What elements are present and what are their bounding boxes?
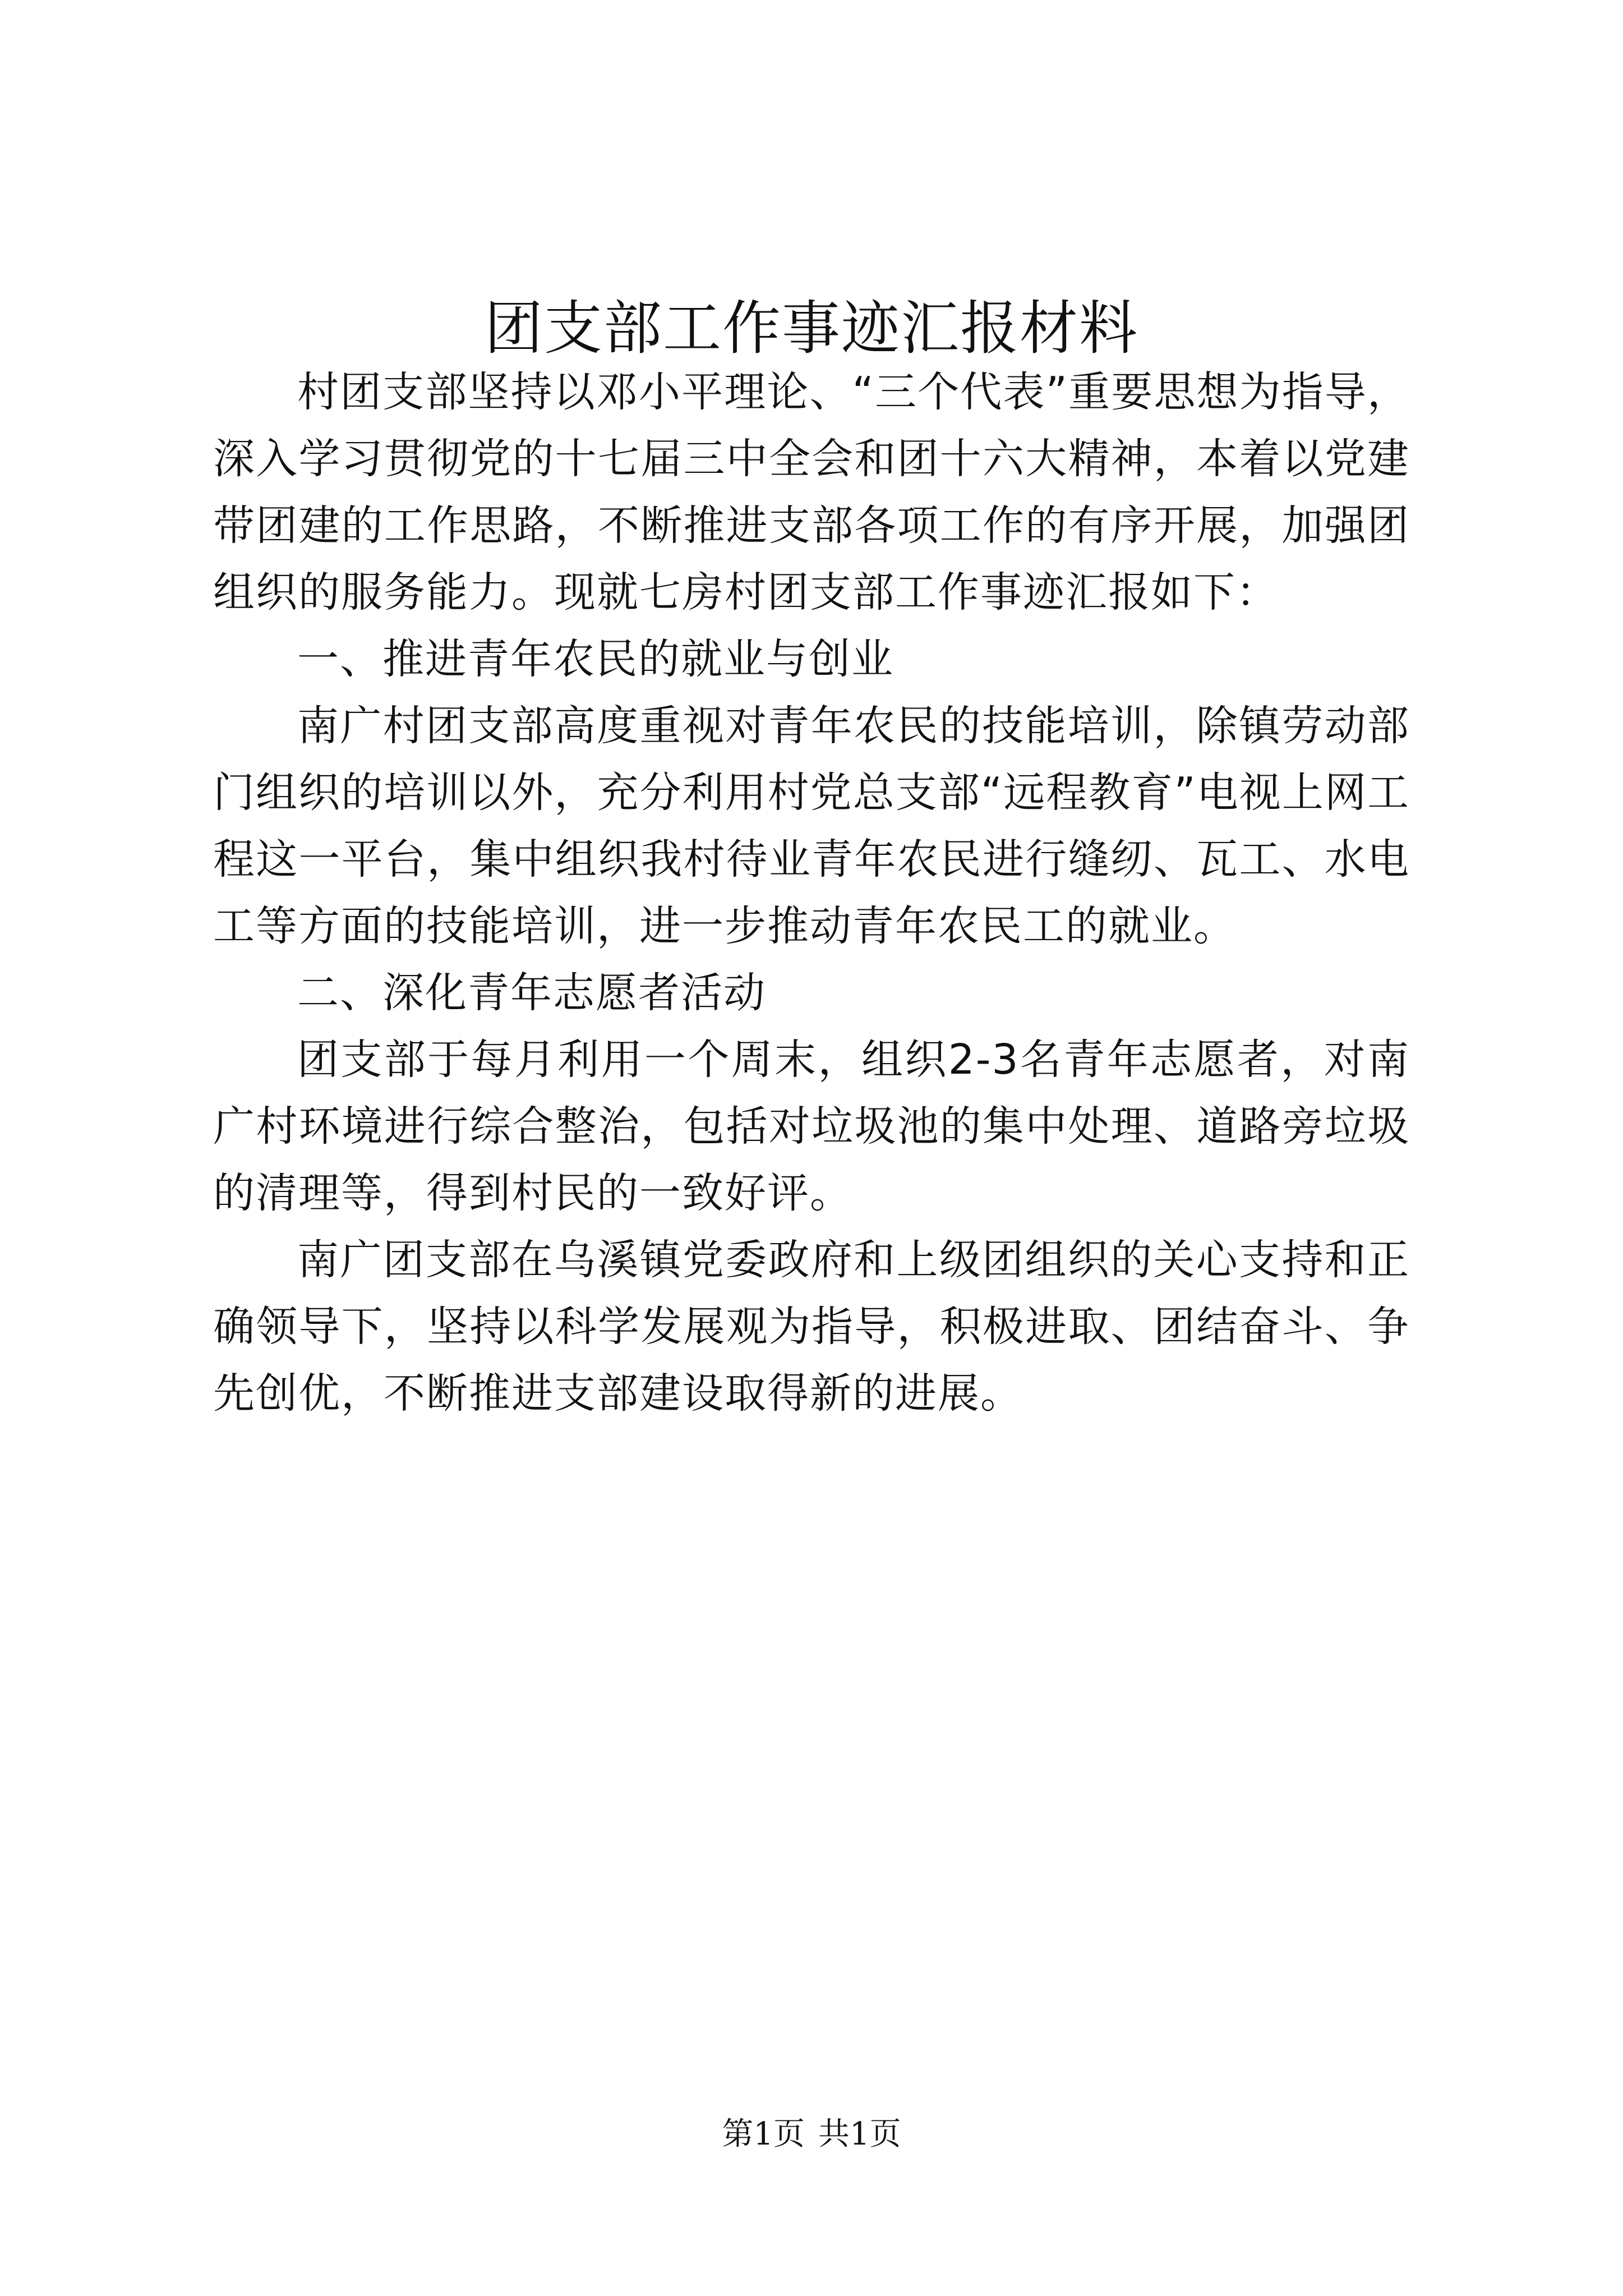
section-heading-1: 一、推进青年农民的就业与创业 bbox=[297, 635, 894, 683]
section-heading-2: 二、深化青年志愿者活动 bbox=[297, 969, 766, 1017]
page-footer bbox=[0, 2115, 1623, 2154]
document-title: 团支部工作事迹汇报材料 bbox=[484, 294, 1138, 362]
intro-paragraph: 村团支部坚持以邓小平理论、“三个代表”重要思想为指导，深入学习贯彻党的十七届三中全会和团十六大精神，本着以党建带团建的工作思路，不断推进支部各项工作的有序开展，加强团组织的服务能力。现就七房村团支部工作事迹汇报如下： bbox=[213, 368, 1410, 616]
section-paragraph-2: 团支部于每月利用一个周末，组织2-3名青年志愿者，对南广村环境进行综合整治，包括对垃圾池的集中处理、道路旁垃圾的清理等，得到村民的一致好评。 bbox=[213, 1036, 1410, 1217]
conclusion-paragraph: 南广团支部在乌溪镇党委政府和上级团组织的关心支持和正确领导下，坚持以科学发展观为指导，积极进取、团结奋斗、争先创优，不断推进支部建设取得新的进展。 bbox=[213, 1236, 1410, 1418]
section-paragraph-1: 南广村团支部高度重视对青年农民的技能培训，除镇劳动部门组织的培训以外，充分利用村党总支部“远程教育”电视上网工程这一平台，集中组织我村待业青年农民进行缝纫、瓦工、水电工等方面的技能培训，进一步推动青年农民工的就业。 bbox=[213, 702, 1410, 950]
document-body bbox=[213, 359, 1410, 1427]
page-number: 第1页 bbox=[722, 2116, 805, 2152]
page-total: 共1页 bbox=[818, 2116, 901, 2152]
